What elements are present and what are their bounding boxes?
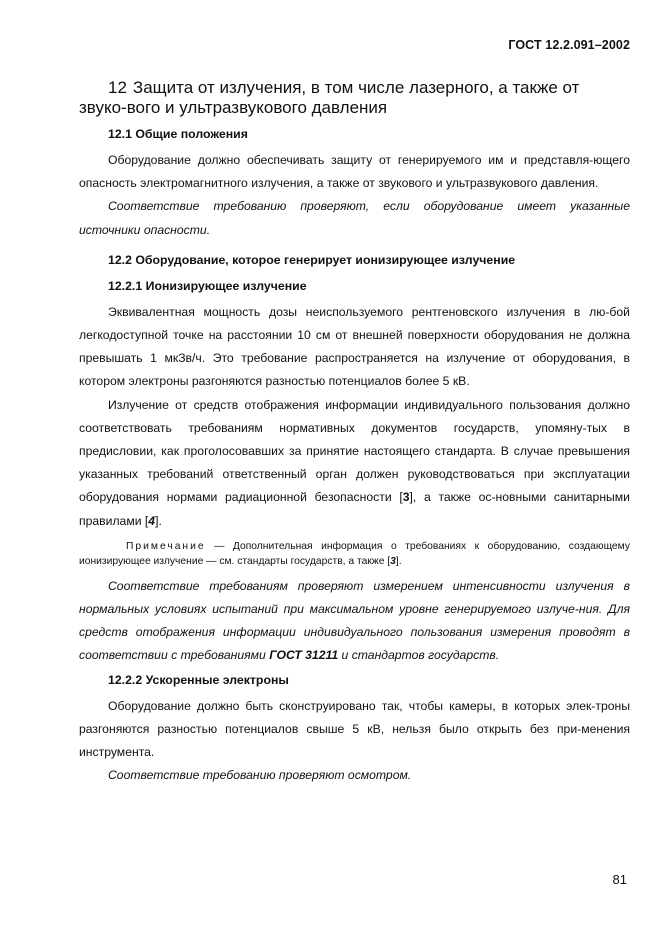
reference-4: 4 xyxy=(148,513,156,528)
paragraph-text: Излучение от средств отображения информации индивидуального пользования должно соответствовать требованиям нормативных документов государств, упомяну-тых в предисловии, как проголосовавших за принятие настоящего стандарта. В случае превышения указанных требований ответственный орган должен руководствоваться при эксплуатации оборудования нормами радиационной безопасности [ xyxy=(79,397,630,505)
compliance-text-end: и стандартов государств. xyxy=(338,648,500,663)
note xyxy=(79,539,630,569)
note-text-end: ]. xyxy=(395,555,402,567)
document-code-header: ГОСТ 12.2.091–2002 xyxy=(508,38,630,52)
section-12-1-heading: 12.1 Общие положения xyxy=(108,127,248,141)
section-12-title: Защита от излучения, в том числе лазерного, а также от звуко-вого и ультразвукового давления xyxy=(79,78,580,117)
section-12-2-2-paragraph: Оборудование должно быть сконструировано так, чтобы камеры, в которых элек-троны разгоняются разностью потенциалов свыше 5 кВ, нельзя было открыть без при-менения инструмента. xyxy=(79,698,630,760)
section-12-1-compliance: Соответствие требованию проверяют, если оборудование имеет указанные источники опасности. xyxy=(79,199,630,237)
gost-reference: ГОСТ 31211 xyxy=(269,648,339,663)
section-12-heading xyxy=(79,78,630,118)
section-12-2-1-paragraph-2 xyxy=(79,394,630,533)
section-12-2-1-heading: 12.2.1 Ионизирующее излучение xyxy=(108,278,307,293)
section-12-2-1-compliance xyxy=(79,575,630,668)
section-12-number: 12 xyxy=(108,78,127,97)
section-12-1-paragraph: Оборудование должно обеспечивать защиту от генерируемого им и представля-ющего опасность электромагнитного излучения, а также от звукового и ультразвукового давления. xyxy=(79,153,630,191)
note-reference: 3 xyxy=(390,555,396,567)
section-12-2-2-compliance: Соответствие требованию проверяют осмотром. xyxy=(108,768,412,783)
page-content xyxy=(79,78,630,787)
section-12-2-1-paragraph-1: Эквивалентная мощность дозы неиспользуемого рентгеновского излучения в лю-бой легкодоступной точке на расстоянии 10 см от внешней поверхности оборудования не должна превышать 1 мкЗв/ч. Это требование распространяется на излучение от оборудования, в котором электроны разгоняются разностью потенциалов более 5 кВ. xyxy=(79,304,630,389)
page-number: 81 xyxy=(612,872,627,887)
paragraph-text: ]. xyxy=(155,513,162,528)
note-label: Примечание xyxy=(126,540,206,552)
note-text: — Дополнительная информация о требованиях к оборудованию, создающему ионизирующее излучение — см. стандарты государств, а также [ xyxy=(79,540,630,567)
section-12-2-heading: 12.2 Оборудование, которое генерирует ионизирующее излучение xyxy=(108,252,516,267)
reference-3: 3 xyxy=(402,490,410,505)
section-12-2-2-heading: 12.2.2 Ускоренные электроны xyxy=(108,672,289,687)
compliance-text: Соответствие требованиям проверяют измерением интенсивности излучения в нормальных условиях испытаний при максимальном уровне генерируемого излуче-ния. Для средств отображения информации индивидуального пользования измерения проводят в соответствии с требованиями xyxy=(79,578,630,663)
paragraph-text: ], а также ос-новными санитарными правилами [ xyxy=(79,490,630,528)
